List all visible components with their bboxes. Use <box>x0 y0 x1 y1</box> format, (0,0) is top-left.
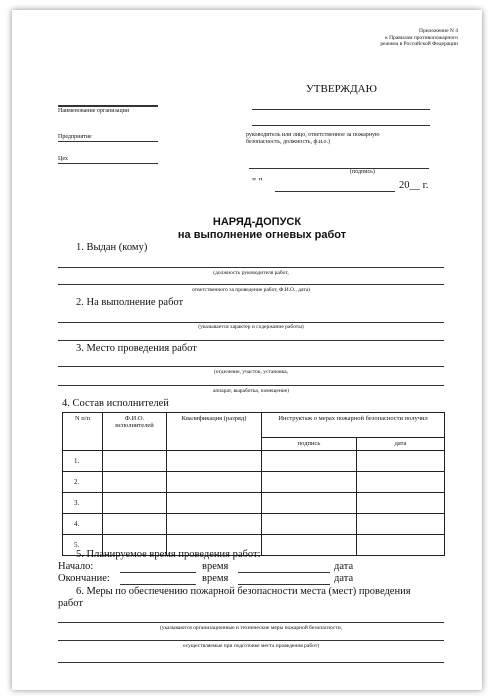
appendix-line-1: Приложение N 4 <box>419 28 458 34</box>
header-signature: подпись <box>262 438 357 451</box>
end-line-2 <box>238 584 330 585</box>
section-4-label: 4. Состав исполнителей <box>62 398 169 409</box>
start-line-2 <box>238 572 330 573</box>
header-briefing: Инструктаж о мерах пожарной безопасности получил <box>262 413 445 438</box>
row-number: 5. <box>63 535 103 556</box>
org-name-label: Наименование организации <box>58 108 130 114</box>
date-line <box>275 191 395 192</box>
table-cell <box>167 493 262 514</box>
workshop-label: Цех <box>58 156 68 162</box>
table-cell <box>167 514 262 535</box>
section-1-line-2 <box>58 284 444 285</box>
approve-caption-2: безопасность, должность, ф.и.о.) <box>246 139 331 145</box>
appendix-line-3: режима в Российской Федерации <box>380 41 458 47</box>
enterprise-label: Предприятие <box>58 134 92 140</box>
document-title: НАРЯД-ДОПУСК <box>212 216 302 228</box>
section-1-caption-2: ответственного за проведение работ, Ф.И.О., дата) <box>191 287 310 293</box>
table-row <box>63 514 445 535</box>
section-1-caption-1: (должность руководителя работ, <box>213 270 289 276</box>
table-row <box>63 451 445 472</box>
end-date-label: дата <box>334 573 354 584</box>
table-cell <box>262 535 357 556</box>
section-6-line-2 <box>58 640 444 641</box>
section-2-line-1 <box>58 322 444 323</box>
document-page <box>12 10 482 690</box>
table-cell <box>103 472 167 493</box>
table-cell <box>357 514 445 535</box>
section-2-line-2 <box>58 340 444 341</box>
header-date: дата <box>357 438 445 451</box>
start-time-label: время <box>202 561 229 572</box>
section-1-label: 1. Выдан (кому) <box>76 242 148 253</box>
approve-title: УТВЕРЖДАЮ <box>306 83 377 95</box>
section-3-caption-2: аппарат, выработка, помещение) <box>213 388 289 394</box>
header-number: N п/п <box>63 413 103 451</box>
appendix-line-2: к Правилам противопожарного <box>385 34 458 41</box>
start-label: Начало: <box>58 561 94 572</box>
end-label: Окончание: <box>58 573 110 584</box>
approve-line-2 <box>252 125 430 126</box>
row-number: 2. <box>63 472 103 493</box>
section-3-label: 3. Место проведения работ <box>76 343 197 354</box>
table-cell <box>167 451 262 472</box>
date-quote: " " <box>252 177 263 188</box>
approve-line-1 <box>252 109 430 110</box>
appendix-note <box>340 28 458 48</box>
section-6-line-3 <box>58 662 444 663</box>
section-6-label-1: 6. Меры по обеспечению пожарной безопасности места (мест) проведения <box>76 586 411 597</box>
table-cell <box>357 493 445 514</box>
row-number: 4. <box>63 514 103 535</box>
table-cell <box>103 514 167 535</box>
start-line-1 <box>120 572 196 573</box>
section-6-line-1 <box>58 622 444 623</box>
end-time-label: время <box>202 573 229 584</box>
date-year: 20__ г. <box>399 180 429 191</box>
section-2-caption: (указывается характер и содержание работы) <box>198 324 304 330</box>
row-number: 3. <box>63 493 103 514</box>
section-3-caption-1: (отделение, участок, установка, <box>213 369 289 375</box>
table-cell <box>103 451 167 472</box>
table-cell <box>357 472 445 493</box>
row-number: 1. <box>63 451 103 472</box>
table-cell <box>262 514 357 535</box>
section-5-label: 5. Планируемое время проведения работ: <box>76 549 261 560</box>
table-cell <box>357 451 445 472</box>
start-date-label: дата <box>334 561 354 572</box>
table-row <box>63 472 445 493</box>
executors-table <box>62 412 445 556</box>
section-1-line-1 <box>58 267 444 268</box>
table-row <box>63 493 445 514</box>
table-cell <box>357 535 445 556</box>
table-cell <box>262 451 357 472</box>
table-cell <box>262 493 357 514</box>
section-2-label: 2. На выполнение работ <box>76 297 184 308</box>
enterprise-line <box>58 141 158 142</box>
signature-line <box>249 168 429 169</box>
header-qualification: Квалификация (разряд) <box>167 413 262 451</box>
section-3-line-2 <box>58 385 444 386</box>
workshop-line <box>58 163 158 164</box>
header-fio: Ф.И.О. исполнителей <box>103 413 167 451</box>
section-6-caption-1: (указываются организационные и технические меры пожарной безопасности, <box>159 625 343 631</box>
section-3-line-1 <box>58 366 444 367</box>
table-cell <box>103 493 167 514</box>
end-line-1 <box>120 584 196 585</box>
section-6-caption-2: осуществляемые при подготовке места проведения работ) <box>182 643 320 649</box>
table-cell <box>262 472 357 493</box>
approve-caption <box>246 132 436 146</box>
document-subtitle: на выполнение огневых работ <box>177 229 347 241</box>
table-cell <box>167 472 262 493</box>
section-6-label-2: работ <box>58 598 83 609</box>
approve-caption-1: руководитель или лицо, ответственное за пожарную <box>246 132 380 138</box>
signature-caption: (подпись) <box>350 169 375 175</box>
